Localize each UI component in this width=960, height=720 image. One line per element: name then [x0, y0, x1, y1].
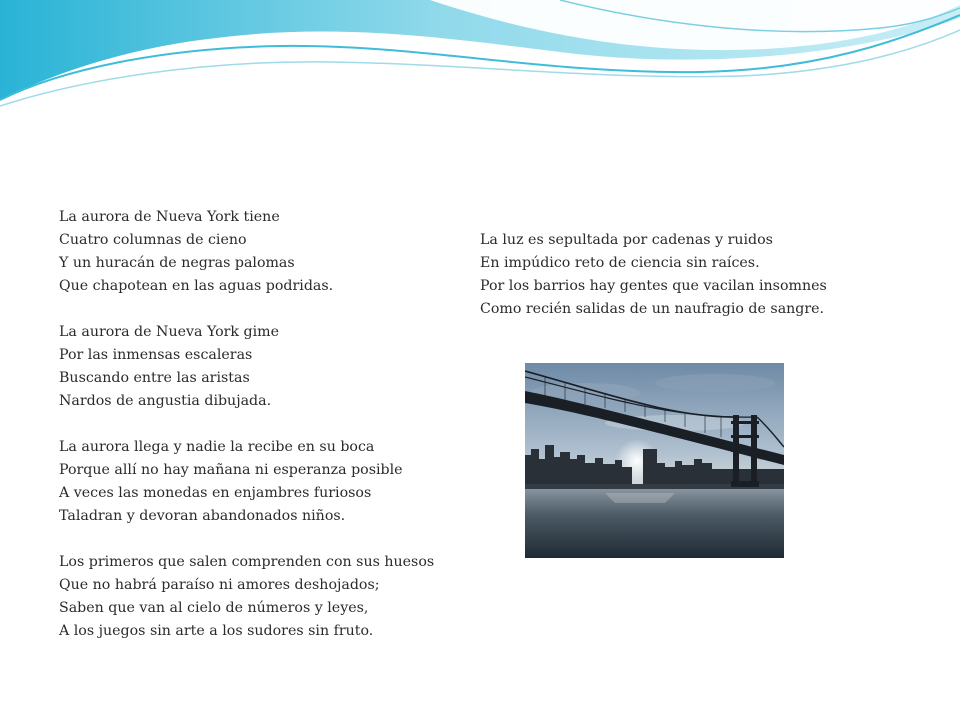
- poem-line: Saben que van al cielo de números y leyes,: [59, 600, 369, 616]
- poem-line: A los juegos sin arte a los sudores sin fruto.: [59, 623, 374, 639]
- stanza-gap: [59, 528, 434, 551]
- poem-line: En impúdico reto de ciencia sin raíces.: [480, 255, 760, 271]
- poem-line: Por las inmensas escaleras: [59, 347, 253, 363]
- poem-line: La luz es sepultada por cadenas y ruidos: [480, 232, 773, 248]
- poem-line: La aurora llega y nadie la recibe en su boca: [59, 439, 375, 455]
- poem-line: Y un huracán de negras palomas: [59, 255, 295, 271]
- poem-line: Que no habrá paraíso ni amores deshojados;: [59, 577, 380, 593]
- poem-line: Porque allí no hay mañana ni esperanza posible: [59, 462, 403, 478]
- poem-line: La aurora de Nueva York tiene: [59, 209, 280, 225]
- poem-line: Buscando entre las aristas: [59, 370, 250, 386]
- stanza-gap: [59, 298, 434, 321]
- poem-right-column: [480, 229, 827, 321]
- poem-line: Cuatro columnas de cieno: [59, 232, 247, 248]
- poem-line: La aurora de Nueva York gime: [59, 324, 280, 340]
- poem-line: Los primeros que salen comprenden con sus huesos: [59, 554, 435, 570]
- wave-header-decoration: [0, 0, 960, 120]
- poem-line: Nardos de angustia dibujada.: [59, 393, 272, 409]
- bridge-skyline-photo: [525, 363, 784, 558]
- poem-line: Como recién salidas de un naufragio de sangre.: [480, 301, 825, 317]
- poem-line: Taladran y devoran abandonados niños.: [59, 508, 346, 524]
- poem-line: Por los barrios hay gentes que vacilan insomnes: [480, 278, 827, 294]
- poem-left-column: [59, 206, 434, 643]
- poem-line: Que chapotean en las aguas podridas.: [59, 278, 334, 294]
- poem-line: A veces las monedas en enjambres furiosos: [59, 485, 372, 501]
- stanza-gap: [59, 413, 434, 436]
